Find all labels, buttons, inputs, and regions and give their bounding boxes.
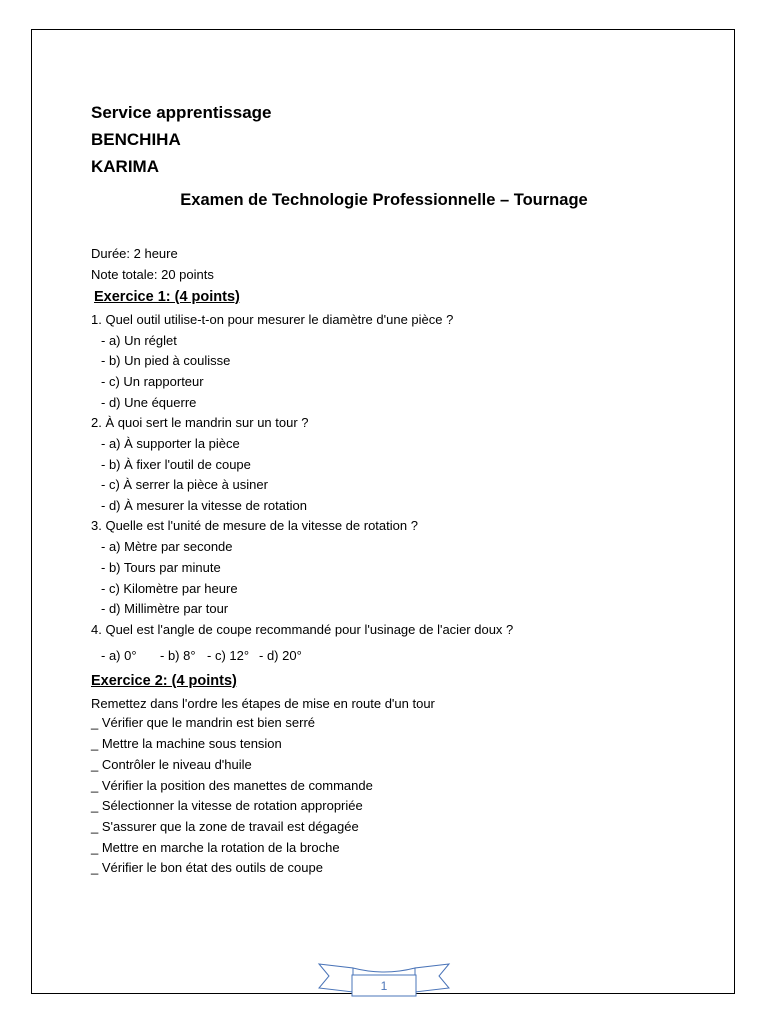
step-item: _ Mettre la machine sous tension — [91, 736, 282, 751]
exercise-2-instruction: Remettez dans l'ordre les étapes de mise en route d'un tour — [91, 696, 435, 711]
step-item: _ Vérifier le bon état des outils de coupe — [91, 860, 323, 875]
question-4: 4. Quel est l'angle de coupe recommandé pour l'usinage de l'acier doux ? — [91, 622, 514, 637]
q1-option-a: - a) Un réglet — [101, 333, 177, 348]
q3-option-d: - d) Millimètre par tour — [101, 601, 229, 616]
q2-option-d: - d) À mesurer la vitesse de rotation — [101, 498, 307, 513]
service-name: Service apprentissage — [91, 103, 272, 122]
q4-option-d: - d) 20° — [259, 648, 302, 663]
q3-option-a: - a) Mètre par seconde — [101, 539, 233, 554]
step-item: _ S'assurer que la zone de travail est dégagée — [91, 819, 359, 834]
question-1: 1. Quel outil utilise-t-on pour mesurer le diamètre d'une pièce ? — [91, 312, 454, 327]
q4-option-a: - a) 0° — [101, 648, 137, 663]
q2-option-a: - a) À supporter la pièce — [101, 436, 240, 451]
step-item: _ Contrôler le niveau d'huile — [91, 757, 252, 772]
exercise-2-title: Exercice 2: (4 points) — [91, 673, 237, 689]
q1-option-d: - d) Une équerre — [101, 395, 197, 410]
q4-option-b: - b) 8° — [160, 648, 196, 663]
q3-option-c: - c) Kilomètre par heure — [101, 581, 238, 596]
exam-title: Examen de Technologie Professionnelle – Tournage — [180, 191, 588, 209]
page-number: 1 — [380, 979, 388, 993]
q4-option-c: - c) 12° — [207, 648, 250, 663]
first-name: KARIMA — [91, 157, 159, 176]
step-item: _ Vérifier que le mandrin est bien serré — [91, 715, 316, 730]
exercise-1-title: Exercice 1: (4 points) — [94, 289, 240, 305]
q1-option-c: - c) Un rapporteur — [101, 374, 204, 389]
q2-option-c: - c) À serrer la pièce à usiner — [101, 477, 268, 492]
step-item: _ Vérifier la position des manettes de commande — [91, 778, 373, 793]
duration: Durée: 2 heure — [91, 246, 178, 261]
question-2: 2. À quoi sert le mandrin sur un tour ? — [91, 415, 309, 430]
last-name: BENCHIHA — [91, 130, 181, 149]
total-points: Note totale: 20 points — [91, 267, 214, 282]
step-item: _ Mettre en marche la rotation de la broche — [91, 840, 340, 855]
q1-option-b: - b) Un pied à coulisse — [101, 353, 231, 368]
question-3: 3. Quelle est l'unité de mesure de la vitesse de rotation ? — [91, 518, 418, 533]
q3-option-b: - b) Tours par minute — [101, 560, 221, 575]
q2-option-b: - b) À fixer l'outil de coupe — [101, 457, 251, 472]
step-item: _ Sélectionner la vitesse de rotation appropriée — [91, 798, 363, 813]
